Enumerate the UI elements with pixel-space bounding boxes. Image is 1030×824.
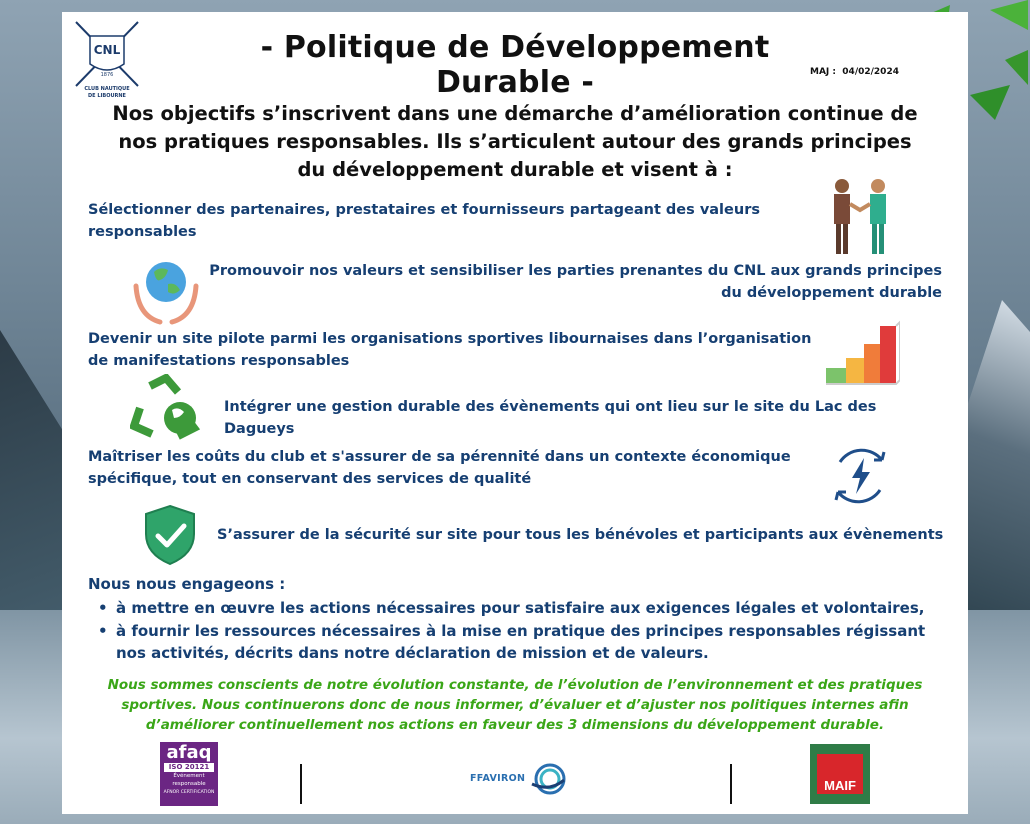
afaq-norm: ISO 20121 [164,763,214,772]
svg-text:DE LIBOURNE: DE LIBOURNE [88,93,126,99]
objective-1: Sélectionner des partenaires, prestataires et fournisseurs partageant des valeurs responsables [88,202,760,240]
objective-4: Intégrer une gestion durable des évènements qui ont lieu sur le site du Lac des Dagueys [224,399,877,437]
maif-label: MAIF [824,778,856,793]
afaq-logo [160,742,218,806]
objective-6: S’assurer de la sécurité sur site pour tous les bénévoles et participants aux évènements [217,527,944,543]
conclusion-paragraph: Nous sommes conscients de notre évolution constante, de l’évolution de l’environnement et des pratiques sportives. Nous continuerons donc de nous informer, d’évaluer et d’ajuster nos politiques internes afin d’améliorer continuellement nos actions en faveur des 3 dimensions du développement durable. [107,677,923,733]
commitment-text: à mettre en œuvre les actions nécessaires pour satisfaire aux exigences légales et volontaires, [116,599,925,617]
objective-5: Maîtriser les coûts du club et s'assurer de sa pérennité dans un contexte économique spécifique, tout en conservant des services de qualité [88,449,791,487]
stairs-icon [822,312,900,388]
afaq-line1: Événement [173,773,205,779]
objective-3: Devenir un site pilote parmi les organisations sportives libournaises dans l’organisation de manifestations responsables [88,331,812,369]
update-value: 04/02/2024 [842,67,899,77]
commitments-heading: Nous nous engageons : [88,575,286,593]
svg-text:CNL: CNL [93,43,121,57]
footer-divider [300,764,302,804]
list-item [88,620,948,664]
commitments-list [88,597,948,665]
energy-cycle-icon [826,442,894,510]
maif-mark [817,754,863,794]
page-title: - Politique de Développement Durable - [260,30,770,100]
afaq-line2: responsable [172,781,206,787]
bullet-icon: • [98,599,108,617]
list-item [88,597,948,619]
footer-divider [730,764,732,804]
commitment-text: à fournir les ressources nécessaires à la mise en pratique des principes responsables régissant nos activités, décrits dans notre déclaration de mission et de valeurs. [116,622,926,662]
shield-check-icon [142,504,198,566]
ffaviron-label: FFAVIRON [470,773,526,784]
update-date [810,67,899,77]
svg-text:CLUB NAUTIQUE: CLUB NAUTIQUE [84,86,130,92]
svg-text:1876: 1876 [100,72,114,78]
afaq-brand: afaq [166,742,212,763]
bullet-icon: • [98,622,108,640]
cnl-logo [68,16,146,100]
update-label: MAJ : [810,67,837,77]
handshake-icon [824,172,896,260]
policy-card [62,12,968,814]
background-mountain-right [960,300,1030,620]
objective-2: Promouvoir nos valeurs et sensibiliser les parties prenantes du CNL aux grands principes du développement durable [209,263,942,301]
intro-paragraph: Nos objectifs s’inscrivent dans une démarche d’amélioration continue de nos pratiques responsables. Ils s’articulent autour des grands principes du développement durable et visent à : [112,102,918,181]
maif-logo [810,744,870,804]
afaq-line3: AFNOR CERTIFICATION [163,790,215,795]
recycle-globe-icon [130,374,204,444]
